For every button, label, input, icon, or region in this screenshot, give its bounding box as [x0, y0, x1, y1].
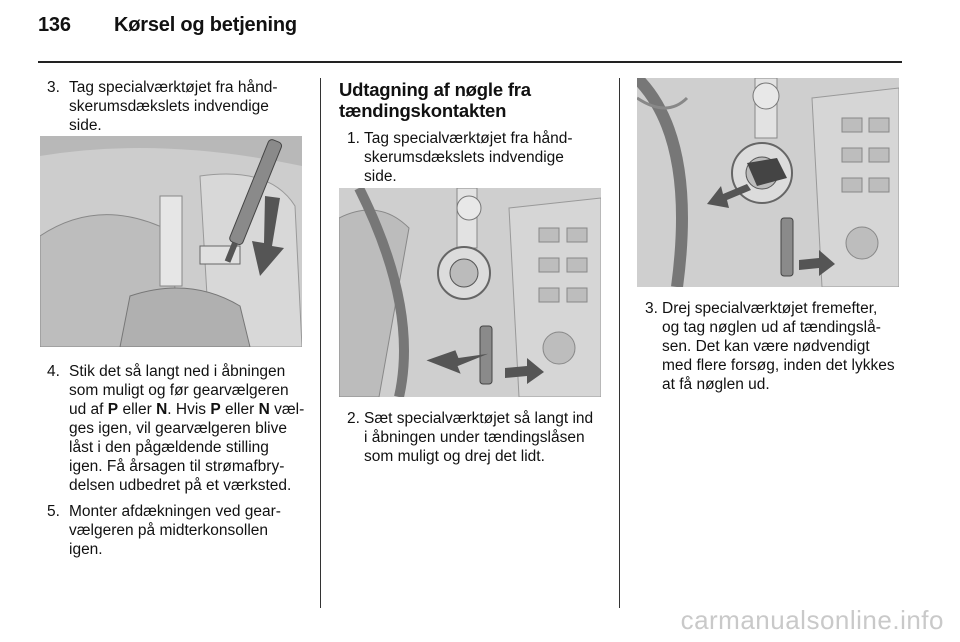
column-2-lower [339, 409, 611, 466]
text-line: Stik det så langt ned i åbningen [69, 363, 286, 380]
column-1-lower [40, 362, 315, 559]
gear-selector-illustration [40, 136, 302, 347]
text-line: igen. [69, 541, 103, 558]
text-line: side. [364, 168, 397, 185]
step-number: 5. [47, 503, 60, 520]
step-4-instruction [40, 362, 315, 495]
column-divider-2 [619, 78, 620, 608]
step-2-instruction [339, 409, 611, 466]
text-line: Sæt specialværktøjet så langt ind [364, 410, 594, 427]
step-5-instruction [40, 502, 315, 559]
text-line [69, 400, 315, 419]
text-line: Drej specialværktøjet fremefter, [662, 300, 878, 317]
step-3-key-instruction [637, 299, 907, 394]
text-run: eller [224, 401, 255, 418]
watermark: carmanualsonline.info [680, 605, 944, 635]
page-title: Kørsel og betjening [114, 14, 297, 36]
text-line: ges igen, vil gearvælgeren blive [69, 420, 287, 437]
text-line: skerumsdækslets indvendige [364, 149, 564, 166]
text-line: Tag specialværktøjet fra hånd- [364, 130, 573, 147]
text-line: skerumsdækslets indvendige [69, 98, 269, 115]
text-line: delsen udbedret på et værksted. [69, 477, 292, 494]
text-line: i åbningen under tændingslåsen [364, 429, 585, 446]
text-line: sen. Det kan være nødvendigt [662, 338, 870, 355]
text-run: ud af [69, 401, 104, 418]
text-run: eller [122, 401, 152, 418]
text-line: Monter afdækningen ved gear- [69, 503, 281, 520]
gear-n: N [258, 401, 270, 418]
heading-line: tændingskontakten [339, 100, 507, 121]
gear-p: P [107, 401, 119, 418]
text-line: igen. Få årsagen til strømafbry- [69, 458, 285, 475]
column-2 [339, 79, 611, 186]
gear-n: N [156, 401, 168, 418]
page-number: 136 [38, 14, 71, 36]
text-line: og tag nøglen ud af tændingslå- [662, 319, 881, 336]
text-run: . Hvis [167, 401, 207, 418]
section-heading [339, 79, 611, 121]
ignition-tool-insert-illustration [339, 188, 601, 397]
text-line: låst i den pågældende stilling [69, 439, 269, 456]
text-line: vælgeren på midterkonsollen [69, 522, 269, 539]
text-line: side. [69, 117, 102, 134]
step-1-instruction [339, 129, 611, 186]
step-3-instruction [40, 78, 310, 135]
text-line: at få nøglen ud. [662, 376, 770, 393]
column-divider-1 [320, 78, 321, 608]
text-line: med flere forsøg, inden det lykkes [662, 357, 895, 374]
step-number: 3. [645, 300, 658, 317]
gear-p: P [210, 401, 221, 418]
step-number: 4. [47, 363, 60, 380]
step-number: 1. [347, 130, 360, 147]
text-run: væl- [274, 401, 305, 418]
step-number: 2. [347, 410, 360, 427]
step-number: 3. [47, 79, 60, 96]
heading-line: Udtagning af nøgle fra [339, 79, 531, 100]
text-line: Tag specialværktøjet fra hånd- [69, 79, 278, 96]
key-removal-illustration [637, 78, 899, 287]
column-3-lower [637, 299, 907, 394]
column-1 [40, 78, 310, 135]
header-rule [38, 61, 902, 63]
text-line: som muligt og drej det lidt. [364, 448, 545, 465]
text-line: som muligt og før gearvælgeren [69, 382, 289, 399]
